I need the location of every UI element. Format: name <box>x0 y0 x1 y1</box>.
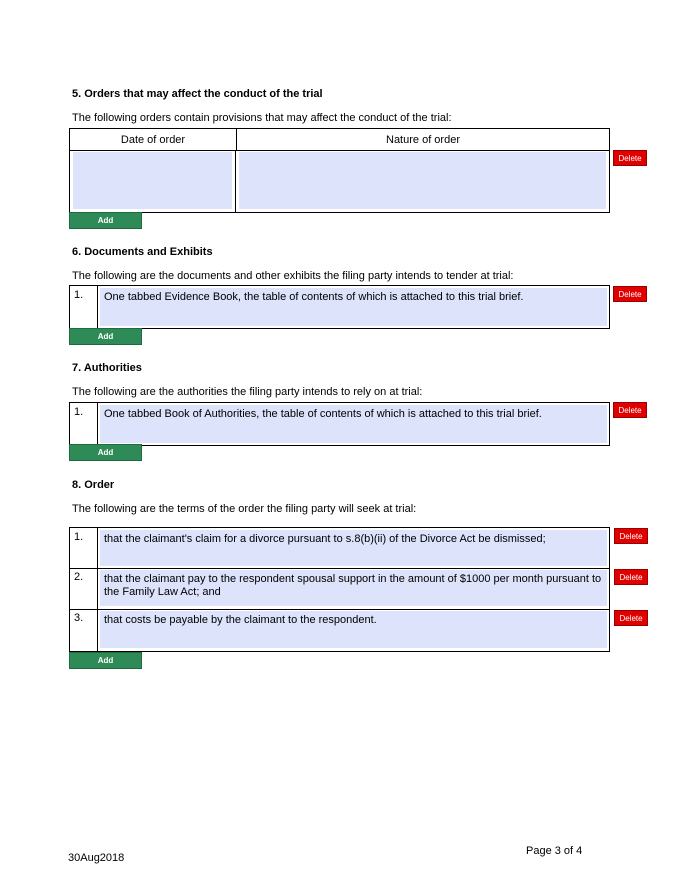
delete-order-term-button[interactable]: Delete <box>614 528 648 544</box>
nature-of-order-field[interactable] <box>239 152 606 209</box>
order-term-cell <box>98 528 609 568</box>
authority-cell <box>98 403 609 445</box>
section-8-intro: The following are the terms of the order the filing party will seek at trial: <box>72 503 417 515</box>
document-item-field[interactable]: One tabbed Evidence Book, the table of contents of which is attached to this trial brief. <box>100 288 607 326</box>
nature-of-order-header: Nature of order <box>386 133 460 146</box>
section-6-heading: 6. Documents and Exhibits <box>72 246 213 258</box>
item-number: 3. <box>70 609 98 651</box>
order-term-cell <box>98 568 609 609</box>
authority-item-field[interactable]: One tabbed Book of Authorities, the table of contents of which is attached to this trial brief. <box>100 405 607 443</box>
section-8-heading: 8. Order <box>72 479 115 491</box>
section-5-intro: The following orders contain provisions that may affect the conduct of the trial: <box>72 112 452 124</box>
delete-order-term-button[interactable]: Delete <box>614 610 648 626</box>
add-document-button[interactable]: Add <box>69 328 142 345</box>
footer-date: 30Aug2018 <box>68 852 125 864</box>
order-term-row <box>69 609 610 652</box>
orders-table-header <box>69 128 610 151</box>
order-term-field[interactable]: that costs be payable by the claimant to the respondent. <box>100 611 607 648</box>
order-term-cell <box>98 609 609 651</box>
page-number: Page 3 of 4 <box>526 845 583 857</box>
add-authority-button[interactable]: Add <box>69 444 142 461</box>
order-term-row <box>69 568 610 610</box>
order-term-row <box>69 527 610 569</box>
delete-document-button[interactable]: Delete <box>613 286 647 302</box>
authority-item-row <box>69 402 610 446</box>
order-term-field[interactable]: that the claimant's claim for a divorce pursuant to s.8(b)(ii) of the Divorce Act be dismissed; <box>100 530 607 566</box>
date-of-order-field[interactable] <box>73 152 232 209</box>
section-7-intro: The following are the authorities the filing party intends to rely on at trial: <box>72 386 423 398</box>
section-6-intro: The following are the documents and other exhibits the filing party intends to tender at trial: <box>72 270 514 282</box>
delete-authority-button[interactable]: Delete <box>613 402 647 418</box>
document-item-row <box>69 285 610 329</box>
item-number: 1. <box>70 286 98 328</box>
section-5-heading: 5. Orders that may affect the conduct of the trial <box>72 88 323 100</box>
item-number: 1. <box>70 403 98 445</box>
nature-cell <box>236 150 609 212</box>
item-number: 2. <box>70 568 98 609</box>
delete-order-term-button[interactable]: Delete <box>614 569 648 585</box>
document-cell <box>98 286 609 328</box>
delete-order-button[interactable]: Delete <box>613 150 647 166</box>
add-order-button[interactable]: Add <box>69 212 142 229</box>
orders-table-row <box>69 150 610 213</box>
date-of-order-header: Date of order <box>70 129 237 150</box>
item-number: 1. <box>70 528 98 568</box>
date-cell <box>70 150 236 212</box>
order-term-field[interactable]: that the claimant pay to the respondent spousal support in the amount of $1000 per month pursuant to the Family Law Act; and <box>100 570 607 606</box>
section-7-heading: 7. Authorities <box>72 362 142 374</box>
add-order-term-button[interactable]: Add <box>69 652 142 669</box>
